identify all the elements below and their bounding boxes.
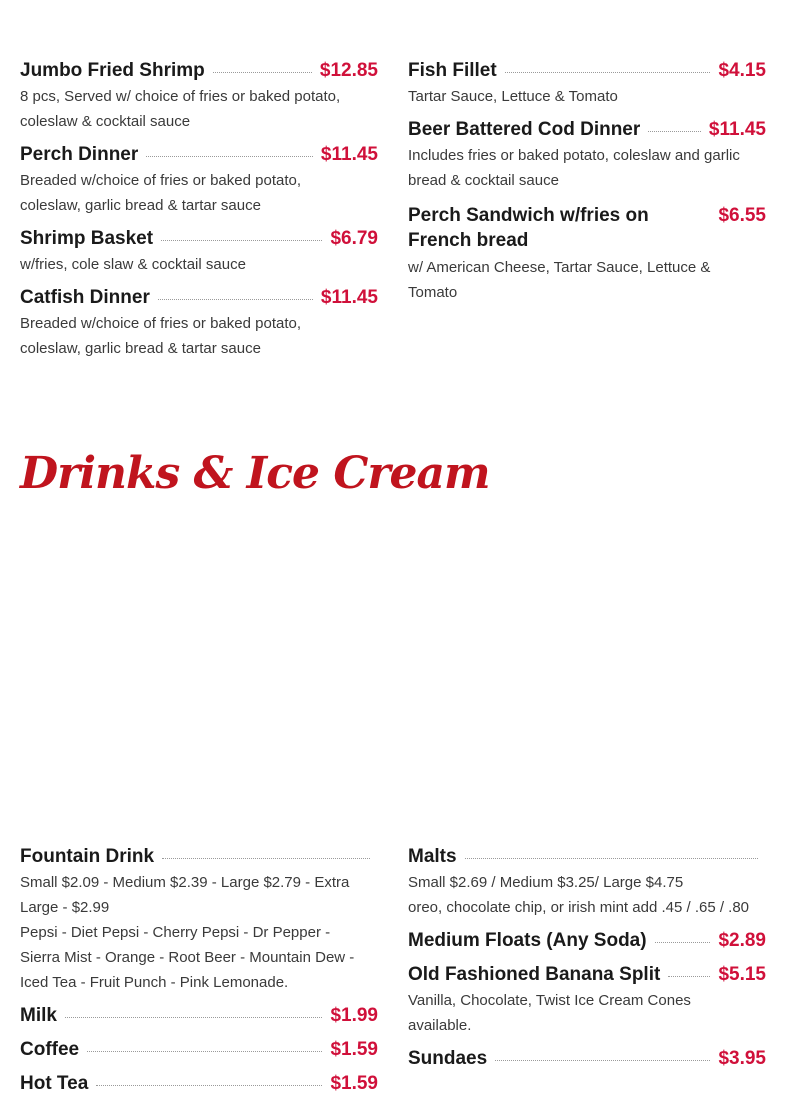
description-line: Tartar Sauce, Lettuce & Tomato xyxy=(408,88,618,105)
item-name: Sundaes xyxy=(408,1048,488,1069)
leader-dots xyxy=(146,156,313,157)
section-title: Drinks & Ice Cream xyxy=(20,448,490,499)
item-price: $6.79 xyxy=(330,228,378,249)
item-name: Fountain Drink xyxy=(20,846,155,867)
leader-dots xyxy=(87,1051,322,1052)
leader-dots xyxy=(505,72,711,73)
description-line: Vanilla, Chocolate, Twist Ice Cream Cones xyxy=(408,992,691,1009)
menu-item xyxy=(408,1048,766,1070)
menu-item xyxy=(20,1039,378,1061)
item-name: Medium Floats (Any Soda) xyxy=(408,930,647,951)
menu-item xyxy=(20,1073,378,1095)
item-description xyxy=(20,252,378,277)
item-name: Jumbo Fried Shrimp xyxy=(20,60,205,81)
item-description xyxy=(408,84,766,109)
leader-dots xyxy=(495,1060,710,1061)
leader-dots xyxy=(96,1085,322,1086)
description-line: Includes fries or baked potato, coleslaw and garlic xyxy=(408,147,740,164)
seafood-right-column xyxy=(408,60,766,315)
leader-dots xyxy=(655,942,711,943)
menu-item xyxy=(408,203,766,305)
item-name: Fish Fillet xyxy=(408,60,497,81)
description-line: coleslaw & cocktail sauce xyxy=(20,113,191,130)
menu-item xyxy=(408,60,766,109)
menu-item xyxy=(20,287,378,361)
leader-dots xyxy=(465,858,758,859)
leader-dots xyxy=(213,72,312,73)
description-line: Breaded w/choice of fries or baked potato, xyxy=(20,315,302,332)
description-line: Small $2.69 / Medium $3.25/ Large $4.75 xyxy=(408,874,684,891)
leader-dots xyxy=(648,131,701,132)
description-line: Tomato xyxy=(408,284,458,301)
item-price: $3.95 xyxy=(718,1048,766,1069)
description-line: Pepsi - Diet Pepsi - Cherry Pepsi - Dr Pepper - xyxy=(20,924,331,941)
menu-item xyxy=(408,964,766,1038)
description-line: Sierra Mist - Orange - Root Beer - Mountain Dew - xyxy=(20,949,355,966)
menu-item xyxy=(20,846,378,995)
item-price: $11.45 xyxy=(708,119,766,140)
leader-dots xyxy=(162,858,370,859)
description-line: w/fries, cole slaw & cocktail sauce xyxy=(20,256,246,273)
item-price: $1.59 xyxy=(330,1039,378,1060)
description-line: available. xyxy=(408,1017,472,1034)
item-description xyxy=(20,311,378,361)
description-line: Breaded w/choice of fries or baked potato, xyxy=(20,172,302,189)
menu-item xyxy=(20,1005,378,1027)
item-description xyxy=(408,988,766,1038)
item-name: Milk xyxy=(20,1005,57,1026)
item-description xyxy=(408,255,766,305)
item-description xyxy=(20,168,378,218)
item-description xyxy=(408,870,766,920)
description-line: Large - $2.99 xyxy=(20,899,110,916)
menu-item xyxy=(20,144,378,218)
item-description xyxy=(20,870,378,995)
item-description xyxy=(20,84,378,134)
item-description xyxy=(408,143,766,193)
item-price: $6.55 xyxy=(718,205,766,226)
description-line: bread & cocktail sauce xyxy=(408,172,559,189)
menu-item xyxy=(408,930,766,952)
description-line: coleslaw, garlic bread & tartar sauce xyxy=(20,197,261,214)
menu-item xyxy=(20,60,378,134)
item-name: Shrimp Basket xyxy=(20,228,154,249)
item-name: Hot Tea xyxy=(20,1073,89,1094)
item-price: $1.99 xyxy=(330,1005,378,1026)
description-line: Small $2.09 - Medium $2.39 - Large $2.79 - Extra xyxy=(20,874,350,891)
item-price: $1.59 xyxy=(330,1073,378,1094)
menu-item xyxy=(20,228,378,277)
seafood-left-column xyxy=(20,60,378,371)
menu-item xyxy=(408,846,766,920)
item-price: $4.15 xyxy=(718,60,766,81)
item-price: $2.89 xyxy=(718,930,766,951)
leader-dots xyxy=(668,976,710,977)
leader-dots xyxy=(158,299,313,300)
description-line: Iced Tea - Fruit Punch - Pink Lemonade. xyxy=(20,974,289,991)
item-price: $11.45 xyxy=(320,144,378,165)
item-name: Catfish Dinner xyxy=(20,287,150,308)
item-price: $12.85 xyxy=(319,60,378,81)
drinks-right-column xyxy=(408,846,766,1080)
description-line: w/ American Cheese, Tartar Sauce, Lettuce & xyxy=(408,259,711,276)
drinks-left-column xyxy=(20,846,378,1105)
item-name: Perch Dinner xyxy=(20,144,139,165)
item-name: Beer Battered Cod Dinner xyxy=(408,119,641,140)
item-name: Perch Sandwich w/fries on French bread xyxy=(408,205,649,251)
item-name: Malts xyxy=(408,846,457,867)
description-line: coleslaw, garlic bread & tartar sauce xyxy=(20,340,261,357)
menu-item xyxy=(408,119,766,193)
leader-dots xyxy=(65,1017,323,1018)
blank-area xyxy=(0,520,785,820)
item-price: $11.45 xyxy=(320,287,378,308)
description-line: 8 pcs, Served w/ choice of fries or baked potato, xyxy=(20,88,341,105)
description-line: oreo, chocolate chip, or irish mint add .45 / .65 / .80 xyxy=(408,899,750,916)
leader-dots xyxy=(161,240,322,241)
item-name: Coffee xyxy=(20,1039,80,1060)
item-price: $5.15 xyxy=(718,964,766,985)
item-name: Old Fashioned Banana Split xyxy=(408,964,661,985)
